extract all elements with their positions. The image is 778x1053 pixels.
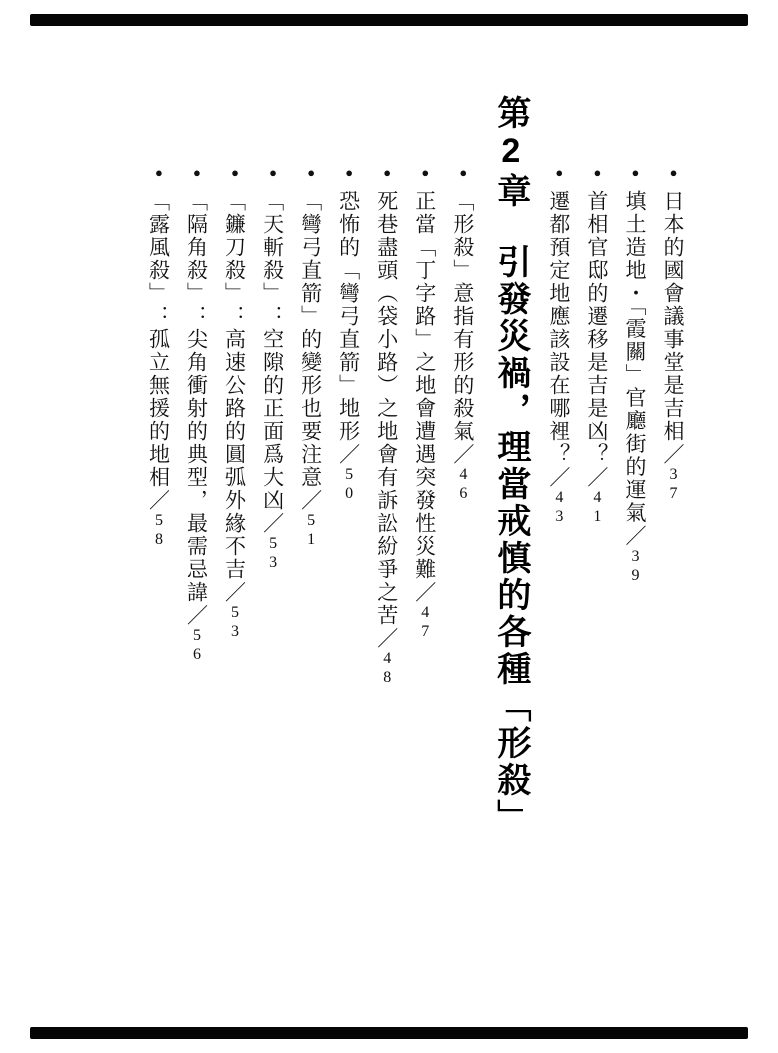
toc-entry-title: 日本的國會議事堂是吉相 xyxy=(661,190,685,443)
bullet-icon: ● xyxy=(265,165,281,180)
page-separator: ／ xyxy=(146,489,171,510)
toc-entry-page-number: 56 xyxy=(188,627,206,665)
page-separator: ／ xyxy=(184,604,209,625)
toc-vertical-text-block xyxy=(139,95,692,925)
chapter-heading xyxy=(491,95,530,836)
toc-entry-title: 遷都預定地應該設在哪裡？ xyxy=(546,190,571,466)
toc-entry xyxy=(586,95,608,527)
page-separator: ／ xyxy=(661,443,685,464)
toc-entry-page-number: 58 xyxy=(150,512,168,550)
bullet-icon: ● xyxy=(341,165,357,180)
toc-entry xyxy=(548,95,570,527)
page-separator: ／ xyxy=(374,627,399,648)
toc-entry-title: 「天斬殺」：空隙的正面爲大凶 xyxy=(260,190,285,512)
toc-entry-title: 「形殺」意指有形的殺氣 xyxy=(450,190,475,443)
toc-entry xyxy=(185,95,207,665)
toc-entry xyxy=(300,95,322,550)
chapter-title: 引發災禍，理當戒慎的各種「形殺」 xyxy=(491,244,530,836)
bullet-icon: ● xyxy=(589,165,605,180)
page-separator: ／ xyxy=(260,512,285,533)
toc-entry-title: 恐怖的「彎弓直箭」地形 xyxy=(336,190,361,443)
page-separator: ／ xyxy=(222,581,247,602)
bullet-icon: ● xyxy=(666,165,681,180)
page-separator: ／ xyxy=(412,581,437,602)
toc-entry-page-number: 39 xyxy=(626,547,644,586)
bullet-icon: ● xyxy=(455,165,471,180)
bullet-icon: ● xyxy=(303,165,319,180)
bullet-icon: ● xyxy=(417,165,433,180)
toc-entry xyxy=(147,95,169,550)
page-separator: ／ xyxy=(336,443,361,464)
bullet-icon: ● xyxy=(189,165,205,180)
page-separator: ／ xyxy=(584,466,609,487)
toc-entry-page-number: 51 xyxy=(302,512,320,550)
toc-entry-title: 填土造地・「霞關」官廳街的運氣 xyxy=(622,190,647,525)
toc-entry-title: 首相官邸的遷移是吉是凶？ xyxy=(584,190,609,466)
toc-entry xyxy=(414,95,436,642)
toc-entry-page-number: 43 xyxy=(550,489,568,527)
toc-entry-title: 「彎弓直箭」的變形也要注意 xyxy=(298,190,323,489)
page-separator: ／ xyxy=(298,489,323,510)
toc-entry-page-number: 53 xyxy=(264,535,282,573)
bullet-icon: ● xyxy=(151,165,167,180)
toc-entry-page-number: 50 xyxy=(340,466,358,504)
toc-entry-page-number: 37 xyxy=(665,466,682,504)
bullet-icon: ● xyxy=(227,165,243,180)
page-separator: ／ xyxy=(622,524,647,546)
bullet-icon: ● xyxy=(627,165,643,180)
toc-entry-title: 「隔角殺」：尖角衝射的典型，最需忌諱 xyxy=(184,190,209,604)
toc-entry-title: 「鐮刀殺」：高速公路的圓弧外緣不吉 xyxy=(222,190,247,581)
toc-entry-page-number: 48 xyxy=(378,650,396,688)
toc-entry xyxy=(662,95,684,504)
page-separator: ／ xyxy=(546,466,571,487)
toc-entry-page-number: 53 xyxy=(226,604,244,642)
toc-entry xyxy=(624,95,646,586)
toc-entry-title: 死巷盡頭（袋小路）之地會有訴訟紛爭之苦 xyxy=(374,190,399,627)
toc-entry xyxy=(376,95,398,688)
toc-entry-title: 正當「丁字路」之地會遭遇突發性災難 xyxy=(412,190,437,581)
page-separator: ／ xyxy=(450,443,475,464)
bullet-icon: ● xyxy=(379,165,395,180)
toc-entry xyxy=(223,95,245,642)
toc-entry xyxy=(452,95,474,504)
toc-entry-page-number: 46 xyxy=(454,466,472,504)
toc-entry-title: 「露風殺」：孤立無援的地相 xyxy=(146,190,171,489)
toc-entry xyxy=(262,95,284,573)
toc-entry-page-number: 47 xyxy=(416,604,434,642)
scan-edge-top-bar xyxy=(30,14,748,26)
chapter-number-label: 第2章 xyxy=(491,95,530,210)
toc-entry-page-number: 41 xyxy=(588,489,606,527)
toc-entry xyxy=(338,95,360,504)
scan-edge-bottom-bar xyxy=(30,1027,748,1039)
bullet-icon: ● xyxy=(551,165,567,180)
